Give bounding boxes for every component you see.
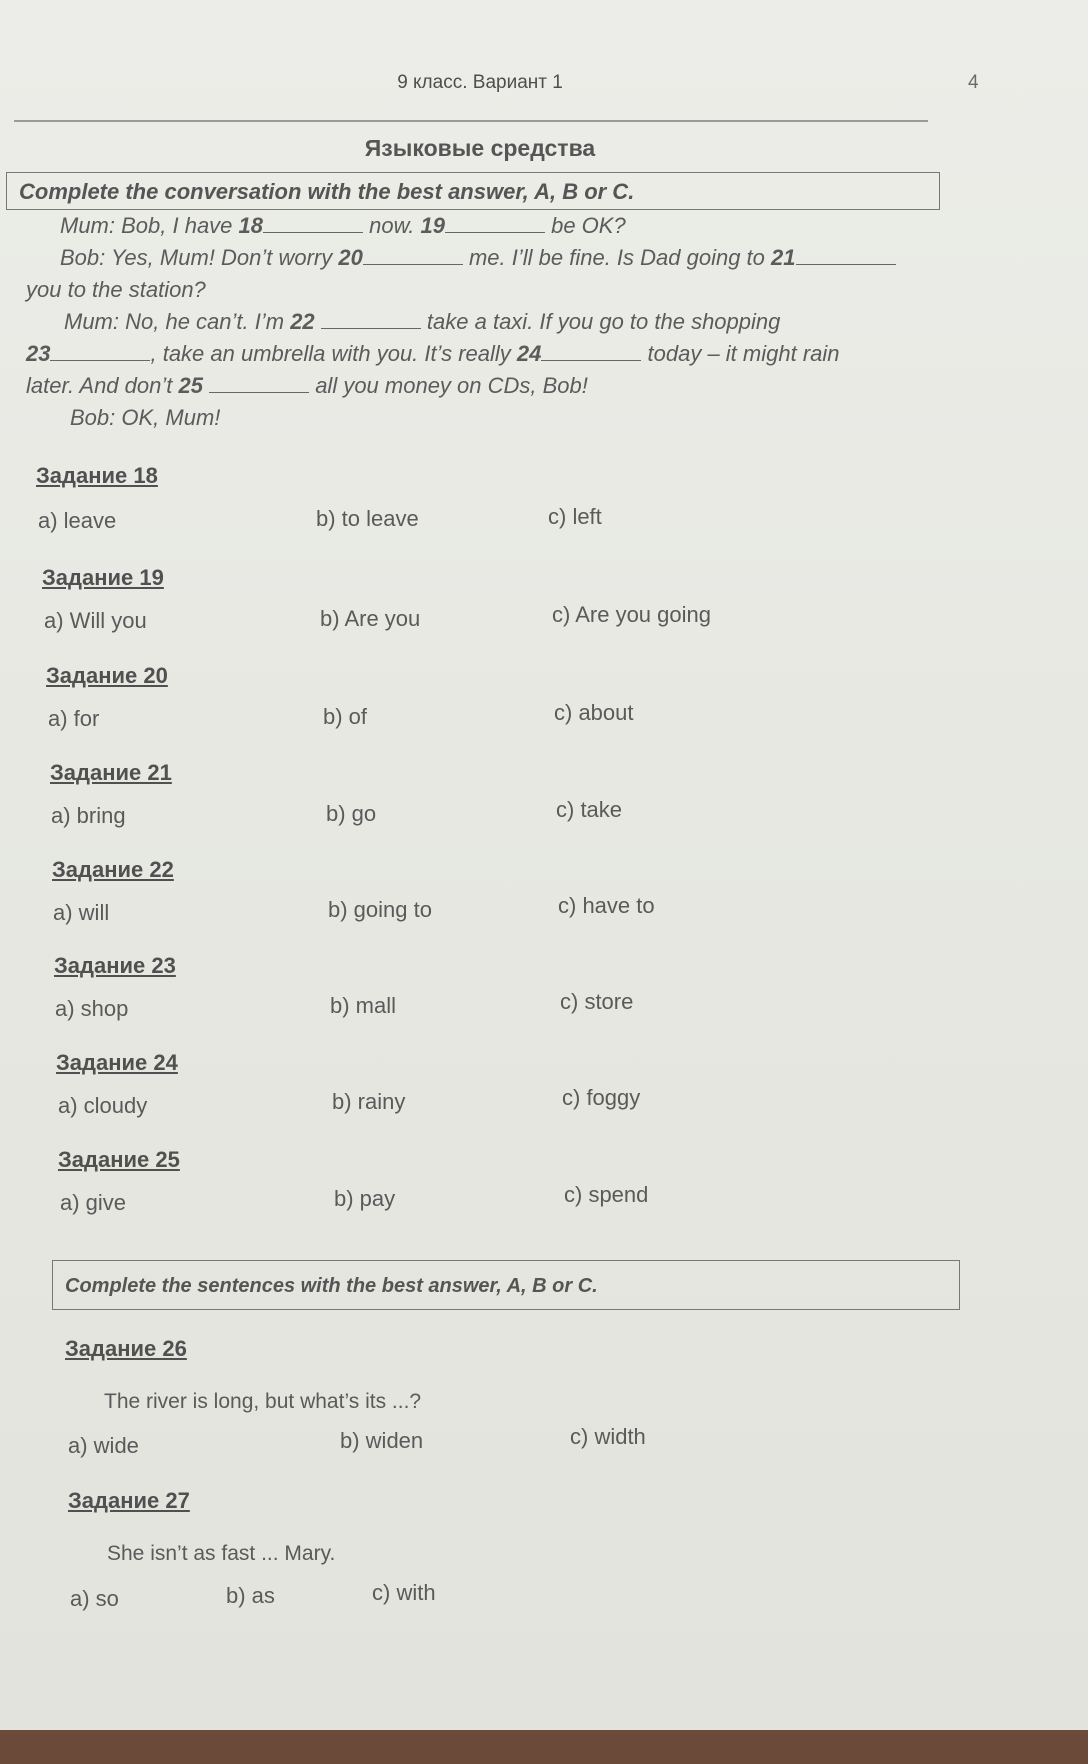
dialog-line-3: you to the station? bbox=[26, 277, 206, 302]
task-title: Задание 27 bbox=[68, 1488, 190, 1513]
gap-number-24: 24 bbox=[516, 341, 542, 366]
task-title: Задание 23 bbox=[54, 953, 176, 978]
task-title: Задание 25 bbox=[58, 1147, 180, 1172]
option-b[interactable]: b) pay bbox=[334, 1186, 396, 1211]
dialog-line-2 bbox=[26, 242, 931, 274]
option-a[interactable]: a) wide bbox=[68, 1433, 139, 1458]
option-a[interactable]: a) Will you bbox=[44, 608, 147, 633]
gap-number-18: 18 bbox=[238, 213, 264, 238]
gap-number-20: 20 bbox=[338, 245, 363, 270]
option-c[interactable]: c) store bbox=[560, 989, 634, 1014]
gap-number-19: 19 bbox=[420, 213, 445, 238]
dialog-fragment: Mum: No, he can’t. I’m bbox=[64, 309, 291, 334]
option-c[interactable]: c) Are you going bbox=[552, 602, 711, 627]
question-text: The river is long, but what’s its ...? bbox=[104, 1390, 422, 1413]
dialog-fragment: take a taxi. If you go to the shopping bbox=[420, 309, 781, 334]
answer-blank-24[interactable] bbox=[541, 342, 641, 361]
dialog-fragment: me. I’ll be fine. Is Dad going to bbox=[462, 245, 772, 270]
option-b[interactable]: b) rainy bbox=[332, 1089, 406, 1114]
answer-blank-19[interactable] bbox=[445, 214, 545, 233]
task-title: Задание 24 bbox=[56, 1050, 178, 1075]
task-title: Задание 18 bbox=[36, 463, 158, 488]
instruction-text-1: Complete the conversation with the best answer, A, B or C. bbox=[19, 179, 635, 204]
dialog-fragment: later. And don’t bbox=[26, 373, 179, 398]
task-title: Задание 26 bbox=[65, 1336, 187, 1361]
gap-number-25: 25 bbox=[178, 373, 203, 398]
option-b[interactable]: b) go bbox=[326, 801, 377, 826]
gap-number-22: 22 bbox=[290, 309, 315, 334]
dialog-fragment: , take an umbrella with you. It’s really bbox=[150, 341, 517, 366]
option-c[interactable]: c) with bbox=[372, 1580, 436, 1605]
dialog-line-5 bbox=[26, 338, 931, 370]
option-b[interactable]: b) of bbox=[323, 704, 368, 729]
header-divider bbox=[14, 120, 928, 122]
instruction-box-2 bbox=[52, 1260, 960, 1310]
option-b[interactable]: b) as bbox=[226, 1583, 275, 1608]
option-b[interactable]: b) mall bbox=[330, 993, 397, 1018]
instruction-box-1 bbox=[6, 172, 940, 210]
dialog-line-4 bbox=[26, 306, 931, 338]
task-title: Задание 21 bbox=[50, 760, 172, 785]
answer-blank-22[interactable] bbox=[321, 310, 421, 329]
option-a[interactable]: a) will bbox=[53, 900, 110, 925]
option-a[interactable]: a) leave bbox=[38, 508, 117, 533]
option-a[interactable]: a) so bbox=[70, 1586, 119, 1611]
page-number: 4 bbox=[968, 72, 979, 93]
option-b[interactable]: b) Are you bbox=[320, 606, 421, 631]
option-b[interactable]: b) to leave bbox=[316, 506, 419, 531]
option-c[interactable]: c) foggy bbox=[562, 1085, 641, 1110]
option-c[interactable]: c) left bbox=[548, 504, 602, 529]
option-a[interactable]: a) for bbox=[48, 706, 100, 731]
answer-blank-18[interactable] bbox=[263, 214, 363, 233]
option-c[interactable]: c) spend bbox=[564, 1182, 649, 1207]
option-b[interactable]: b) going to bbox=[328, 897, 432, 922]
question-text: She isn’t as fast ... Mary. bbox=[107, 1542, 336, 1565]
dialog-text bbox=[26, 210, 931, 434]
task-title: Задание 20 bbox=[46, 663, 168, 688]
option-a[interactable]: a) cloudy bbox=[58, 1093, 148, 1118]
answer-blank-25[interactable] bbox=[209, 374, 309, 393]
answer-blank-21[interactable] bbox=[796, 246, 896, 265]
option-c[interactable]: c) have to bbox=[558, 893, 655, 918]
task-title: Задание 22 bbox=[52, 857, 174, 882]
page-header: 9 класс. Вариант 1 bbox=[397, 72, 563, 93]
dialog-fragment: all you money on CDs, Bob! bbox=[309, 373, 588, 398]
dialog-line-6 bbox=[26, 370, 931, 402]
option-a[interactable]: a) shop bbox=[55, 996, 129, 1021]
option-c[interactable]: c) width bbox=[570, 1424, 646, 1449]
dialog-fragment: Bob: Yes, Mum! Don’t worry bbox=[60, 245, 339, 270]
dialog-line-7: Bob: OK, Mum! bbox=[70, 405, 221, 430]
answer-blank-23[interactable] bbox=[50, 342, 150, 361]
section-title: Языковые средства bbox=[364, 135, 596, 161]
dialog-fragment: be OK? bbox=[544, 213, 626, 238]
option-a[interactable]: a) bring bbox=[51, 803, 126, 828]
dialog-fragment: Mum: Bob, I have bbox=[60, 213, 239, 238]
task-title: Задание 19 bbox=[42, 565, 164, 590]
dialog-line-1 bbox=[26, 210, 931, 242]
option-c[interactable]: c) about bbox=[554, 700, 634, 725]
instruction-text-2: Complete the sentences with the best answer, A, B or C. bbox=[65, 1275, 598, 1297]
gap-number-21: 21 bbox=[771, 245, 796, 270]
option-b[interactable]: b) widen bbox=[340, 1428, 424, 1453]
dialog-fragment: now. bbox=[363, 213, 421, 238]
option-c[interactable]: c) take bbox=[556, 797, 623, 822]
gap-number-23: 23 bbox=[26, 341, 51, 366]
answer-blank-20[interactable] bbox=[363, 246, 463, 265]
option-a[interactable]: a) give bbox=[60, 1190, 127, 1215]
dialog-fragment: today – it might rain bbox=[641, 341, 840, 366]
